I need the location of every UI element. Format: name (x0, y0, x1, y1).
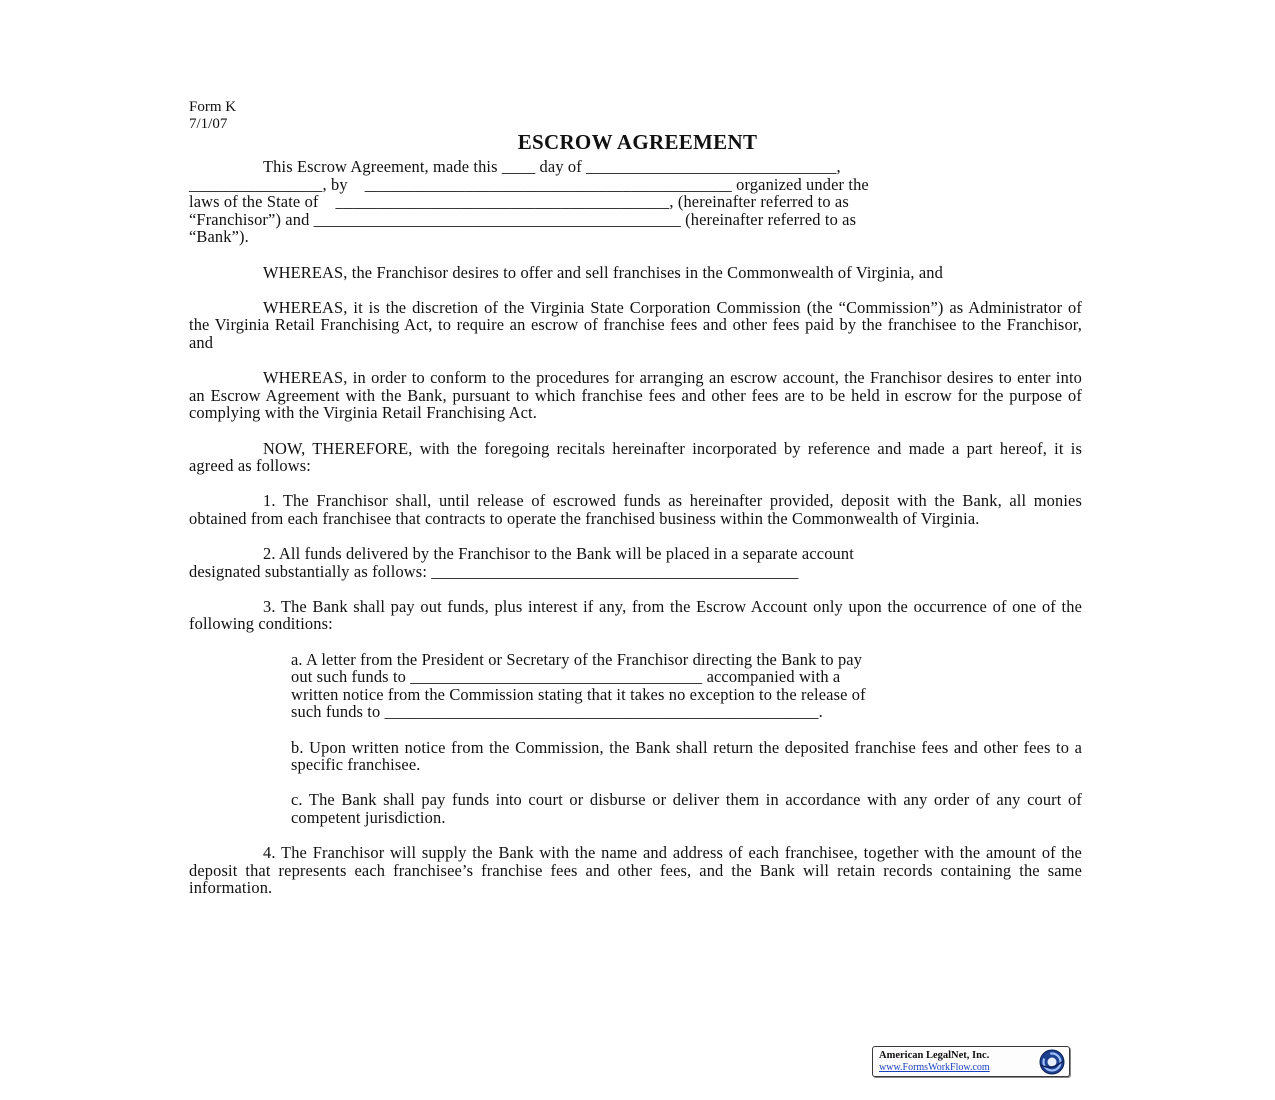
clause-3a-line-1: a. A letter from the President or Secretary of the Franchisor directing the Bank to pay (291, 649, 863, 669)
clause-3b: b. Upon written notice from the Commission, the Bank shall return the deposited franchise fees and other fees to a specific franchisee. (291, 737, 1082, 775)
intro-line-2: ________________, by ____________________________________________ organized under the (189, 174, 869, 194)
globe-logo-icon (1039, 1049, 1065, 1075)
clause-3a-line-3: written notice from the Commission stating that it takes no exception to the release of (291, 684, 866, 704)
clause-2 (189, 545, 1082, 580)
clause-2-line-1: 2. All funds delivered by the Franchisor to the Bank will be placed in a separate account (263, 544, 854, 564)
form-label: Form K (189, 99, 237, 115)
clause-3: 3. The Bank shall pay out funds, plus interest if any, from the Escrow Account only upon the occurrence of one of the following conditions: (189, 596, 1082, 634)
document-title: ESCROW AGREEMENT (517, 130, 758, 154)
clause-3c: c. The Bank shall pay funds into court or disburse or deliver them in accordance with any order of any court of competent jurisdiction. (291, 790, 1082, 827)
clause-4: 4. The Franchisor will supply the Bank with the name and address of each franchisee, together with the amount of the deposit that represents each franchisee’s franchise fees and other fees, and the Bank will retain records containing the same information. (189, 843, 1082, 898)
clause-3a-line-4: such funds to ____________________________________________________. (291, 702, 823, 722)
publisher-url-link[interactable]: www.FormsWorkFlow.com (879, 1062, 990, 1073)
intro-line-5: “Bank”). (189, 227, 249, 247)
whereas-paragraph-1: WHEREAS, the Franchisor desires to offer and sell franchises in the Commonwealth of Virginia, and (263, 262, 943, 282)
whereas-paragraph-2: WHEREAS, it is the discretion of the Virginia State Corporation Commission (the “Commission”) as Administrator of the Virginia Retail Franchising Act, to require an escrow of franchise fees and other fees paid by the franchisee to the Franchisor, and (189, 297, 1082, 352)
intro-line-1: This Escrow Agreement, made this ____ day of ______________________________, (263, 157, 841, 176)
intro-paragraph (189, 158, 1082, 246)
intro-line-3: laws of the State of ________________________________________, (hereinafter referred to as (189, 192, 849, 212)
clause-3a-line-2: out such funds to ___________________________________ accompanied with a (291, 667, 841, 687)
clause-1: 1. The Franchisor shall, until release of escrowed funds as hereinafter provided, deposit with the Bank, all monies obtained from each franchisee that contracts to operate the franchised business within the Commonwealth of Virginia. (189, 491, 1082, 528)
clause-2-line-2: designated substantially as follows: ____________________________________________ (189, 561, 799, 581)
agreement-body (189, 158, 1082, 915)
form-identifier (189, 99, 236, 133)
publisher-logo[interactable] (872, 1046, 1070, 1077)
now-therefore-paragraph: NOW, THEREFORE, with the foregoing recitals hereinafter incorporated by reference and made a part hereof, it is agreed as follows: (189, 438, 1082, 476)
clause-3a (291, 651, 1082, 721)
whereas-paragraph-3: WHEREAS, in order to conform to the procedures for arranging an escrow account, the Franchisor desires to enter into an Escrow Agreement with the Bank, pursuant to which franchise fees and other fees are to be held in escrow for the purpose of complying with the Virginia Retail Franchising Act. (189, 368, 1082, 423)
intro-line-4: “Franchisor”) and ____________________________________________ (hereinafter referred to as (189, 209, 857, 229)
form-date: 7/1/07 (189, 116, 228, 132)
publisher-name: American LegalNet, Inc. (879, 1050, 990, 1061)
